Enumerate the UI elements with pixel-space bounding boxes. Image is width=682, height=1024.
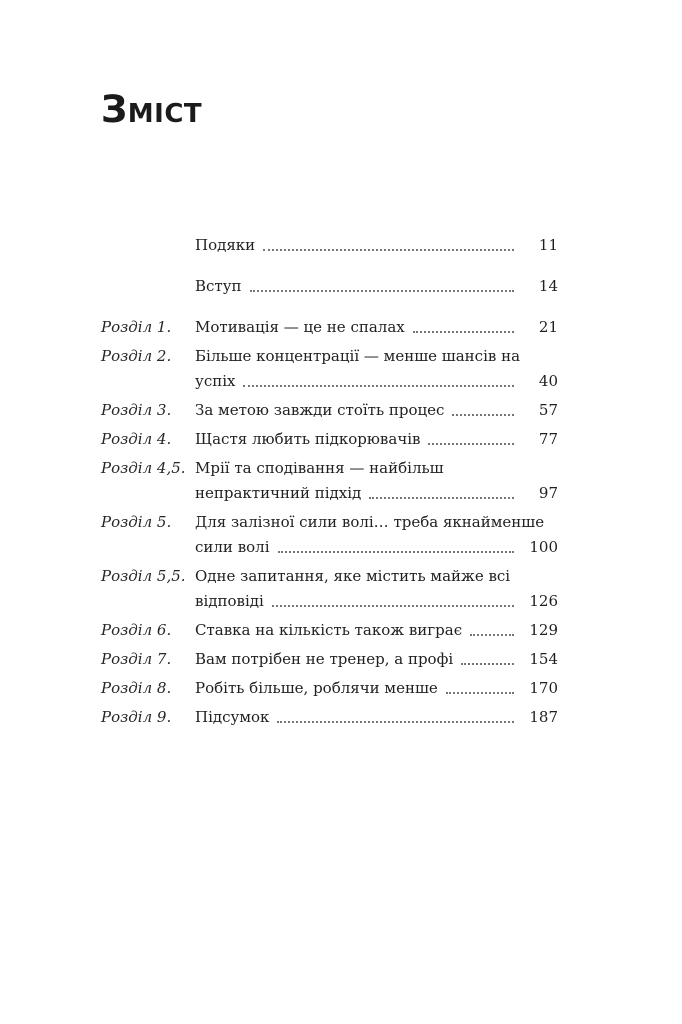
entry-title-text: Подяки bbox=[195, 236, 256, 254]
entry-title bbox=[195, 618, 558, 643]
entry-title-line: Одне запитання, яке містить майже всі bbox=[195, 567, 511, 585]
entry-title bbox=[195, 398, 558, 423]
entry-title-line bbox=[195, 233, 558, 258]
entry-title-text: За метою завжди стоїть процес bbox=[195, 401, 445, 419]
chapter-label: Розділ 4,5. bbox=[101, 459, 186, 477]
chapter-label: Розділ 5. bbox=[101, 513, 172, 531]
entry-title-line bbox=[195, 589, 558, 614]
entry-title bbox=[195, 564, 558, 614]
chapter-label: Розділ 6. bbox=[101, 621, 172, 639]
chapter-label: Розділ 2. bbox=[101, 347, 172, 365]
entry-title bbox=[195, 676, 558, 701]
entry-title bbox=[195, 427, 558, 452]
page-number: 77 bbox=[538, 430, 558, 448]
chapter-label: Розділ 7. bbox=[101, 650, 172, 668]
dot-leader bbox=[452, 414, 514, 416]
dot-leader bbox=[263, 249, 514, 251]
page-number: 11 bbox=[538, 236, 558, 254]
entry-title bbox=[195, 705, 558, 730]
toc-entry bbox=[101, 398, 558, 423]
page-number: 170 bbox=[529, 679, 558, 697]
entry-title bbox=[195, 647, 558, 672]
entry-title bbox=[195, 233, 558, 258]
label-spacer bbox=[101, 233, 195, 258]
chapter-label: Розділ 1. bbox=[101, 318, 172, 336]
entry-title-text: Мотивація — це не спалах bbox=[195, 318, 405, 336]
entry-title-text: Вам потрібен не тренер, а профі bbox=[195, 650, 454, 668]
entry-title-line bbox=[195, 535, 558, 560]
toc-entry bbox=[101, 676, 558, 701]
entry-title-line: Мрії та сподівання — найбільш bbox=[195, 459, 444, 477]
page-number: 57 bbox=[538, 401, 558, 419]
toc-entry bbox=[101, 344, 558, 394]
entry-title-text: Вступ bbox=[195, 277, 242, 295]
chapter-label: Розділ 5,5. bbox=[101, 567, 186, 585]
dot-leader bbox=[428, 443, 514, 445]
entry-title-line bbox=[195, 369, 558, 394]
page-number: 154 bbox=[529, 650, 558, 668]
entry-title-text: непрактичний підхід bbox=[195, 484, 362, 502]
page-title: Зміст bbox=[101, 88, 203, 131]
entry-title-text: Підсумок bbox=[195, 708, 270, 726]
dot-leader bbox=[413, 331, 514, 333]
entry-title-line bbox=[195, 705, 558, 730]
entry-title-line bbox=[195, 398, 558, 423]
entry-title bbox=[195, 510, 558, 560]
toc-entry bbox=[101, 510, 558, 560]
label-spacer bbox=[101, 274, 195, 299]
dot-leader bbox=[250, 290, 514, 292]
entry-title-text: Щастя любить підкорювачів bbox=[195, 430, 421, 448]
entry-title bbox=[195, 315, 558, 340]
toc-entry bbox=[101, 618, 558, 643]
entry-title-line: Для залізної сили волі… треба якнайменше bbox=[195, 513, 545, 531]
page-number: 14 bbox=[538, 277, 558, 295]
entry-title-line bbox=[195, 481, 558, 506]
page-number: 129 bbox=[529, 621, 558, 639]
toc-entry bbox=[101, 647, 558, 672]
dot-leader bbox=[446, 692, 514, 694]
dot-leader bbox=[272, 605, 514, 607]
chapter-list bbox=[101, 315, 558, 730]
chapter-label: Розділ 3. bbox=[101, 401, 172, 419]
dot-leader bbox=[461, 663, 514, 665]
page-number: 97 bbox=[538, 484, 558, 502]
chapter-label: Розділ 9. bbox=[101, 708, 172, 726]
entry-title-line: Більше концентрації — менше шансів на bbox=[195, 347, 521, 365]
entry-title-line bbox=[195, 274, 558, 299]
entry-title bbox=[195, 344, 558, 394]
toc-container bbox=[101, 90, 558, 734]
dot-leader bbox=[278, 551, 515, 553]
dot-leader bbox=[243, 385, 514, 387]
page-number: 21 bbox=[538, 318, 558, 336]
front-matter-list bbox=[101, 233, 558, 299]
entry-title-text: сили волі bbox=[195, 538, 270, 556]
entry-title-text: відповіді bbox=[195, 592, 264, 610]
entry-title-line bbox=[195, 647, 558, 672]
entry-title-text: успіх bbox=[195, 372, 236, 390]
dot-leader bbox=[369, 497, 514, 499]
page-number: 187 bbox=[529, 708, 558, 726]
toc-entry bbox=[101, 315, 558, 340]
toc-entry bbox=[101, 274, 558, 299]
entry-title bbox=[195, 274, 558, 299]
entry-title-line bbox=[195, 676, 558, 701]
toc-entry bbox=[101, 564, 558, 614]
page-number: 126 bbox=[529, 592, 558, 610]
entry-title-text: Робіть більше, роблячи менше bbox=[195, 679, 438, 697]
entry-title-line bbox=[195, 618, 558, 643]
entry-title-text: Ставка на кількість також виграє bbox=[195, 621, 463, 639]
toc-entry bbox=[101, 427, 558, 452]
dot-leader bbox=[470, 634, 514, 636]
toc-entry bbox=[101, 705, 558, 730]
entry-title bbox=[195, 456, 558, 506]
page-number: 40 bbox=[538, 372, 558, 390]
chapter-label: Розділ 8. bbox=[101, 679, 172, 697]
dot-leader bbox=[277, 721, 514, 723]
entry-title-line bbox=[195, 427, 558, 452]
toc-entry bbox=[101, 233, 558, 258]
chapter-label: Розділ 4. bbox=[101, 430, 172, 448]
page-number: 100 bbox=[529, 538, 558, 556]
toc-entry bbox=[101, 456, 558, 506]
entry-title-line bbox=[195, 315, 558, 340]
